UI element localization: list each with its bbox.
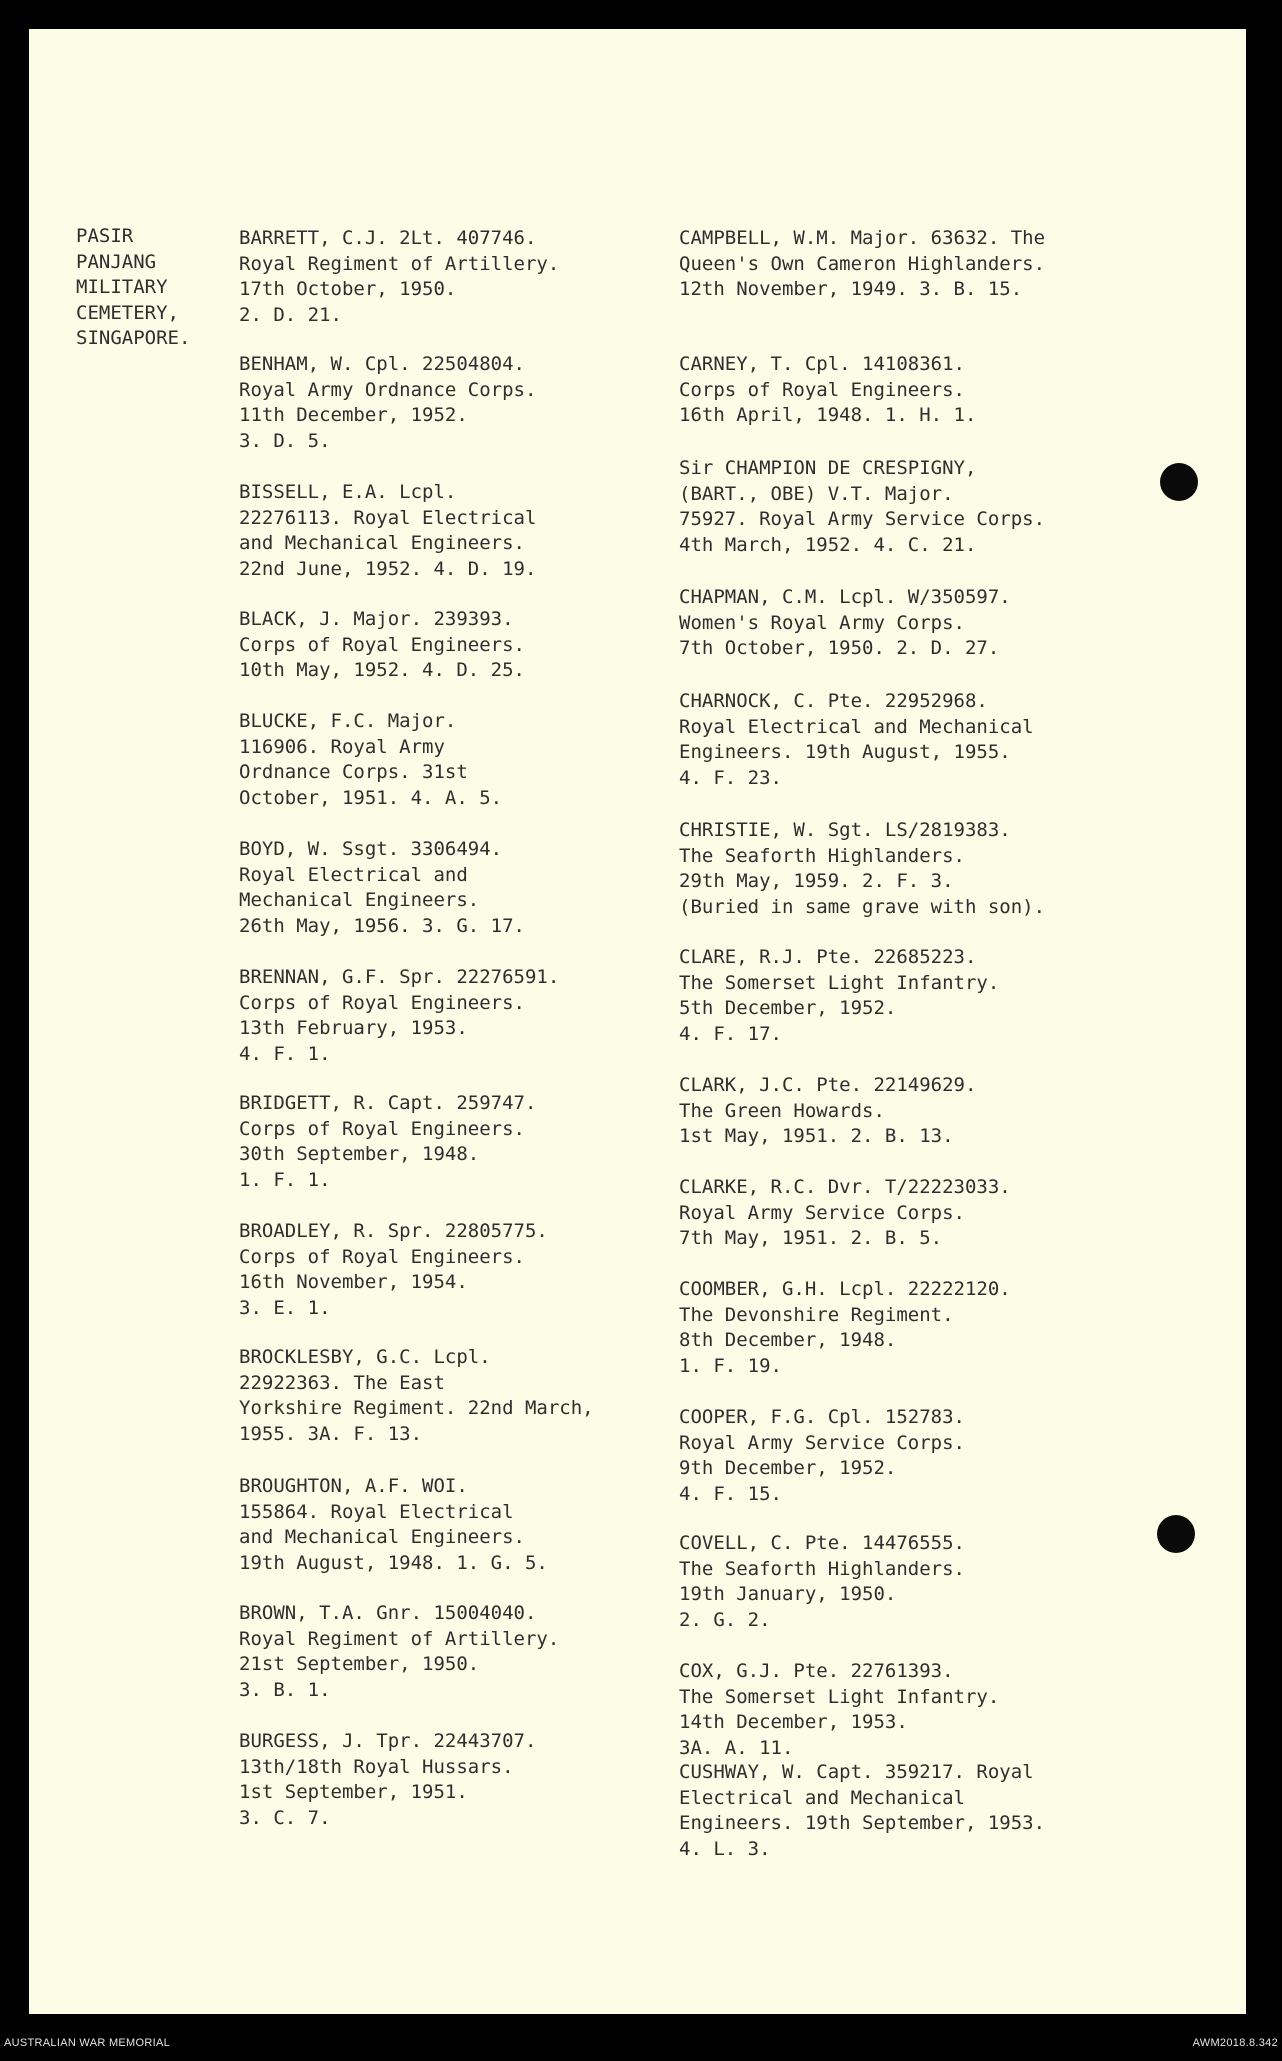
- footer-left: AUSTRALIAN WAR MEMORIAL: [4, 2037, 171, 2049]
- entry-line: Yorkshire Regiment. 22nd March,: [239, 1397, 594, 1419]
- burial-entry: [679, 352, 976, 429]
- entry-line: BARRETT, C.J. 2Lt. 407746.: [239, 227, 537, 249]
- entry-line: and Mechanical Engineers.: [239, 532, 525, 554]
- location-line: MILITARY: [76, 276, 168, 298]
- punch-hole: [1157, 1515, 1195, 1553]
- entry-line: Royal Army Ordnance Corps.: [239, 378, 537, 401]
- entry-line: COOMBER, G.H. Lcpl. 22222120.: [679, 1278, 1011, 1300]
- burial-entry: [679, 1175, 1011, 1252]
- burial-entry: [239, 1729, 536, 1831]
- entry-line: 19th January, 1950.: [679, 1583, 897, 1605]
- entry-line: Ordnance Corps. 31st: [239, 761, 468, 783]
- entry-line: 4. L. 3.: [679, 1837, 771, 1860]
- entry-line: Corps of Royal Engineers.: [239, 1245, 525, 1268]
- burial-entry: [679, 226, 1045, 303]
- entry-line: The Seaforth Highlanders.: [679, 844, 965, 867]
- entry-line: 12th November, 1949. 3. B. 15.: [679, 278, 1023, 300]
- entry-line: BRIDGETT, R. Capt. 259747.: [239, 1092, 537, 1114]
- burial-entry: [679, 1405, 965, 1507]
- entry-line: 22922363. The East: [239, 1371, 445, 1394]
- entry-line: 11th December, 1952.: [239, 404, 468, 426]
- entry-line: BROUGHTON, A.F. WOI.: [239, 1475, 468, 1497]
- entry-line: CHAPMAN, C.M. Lcpl. W/350597.: [679, 586, 1011, 608]
- burial-entry: [679, 456, 1045, 558]
- entry-line: The Green Howards.: [679, 1099, 885, 1122]
- entry-line: 13th/18th Royal Hussars.: [239, 1755, 514, 1778]
- entry-line: COVELL, C. Pte. 14476555.: [679, 1532, 965, 1554]
- entry-line: The Somerset Light Infantry.: [679, 1685, 1000, 1708]
- entry-line: 3. E. 1.: [239, 1296, 331, 1319]
- entry-line: 7th May, 1951. 2. B. 5.: [679, 1227, 943, 1249]
- entry-line: 29th May, 1959. 2. F. 3.: [679, 870, 954, 892]
- entry-line: 1. F. 19.: [679, 1354, 782, 1377]
- entry-line: 4. F. 17.: [679, 1022, 782, 1045]
- entry-line: Mechanical Engineers.: [239, 889, 480, 911]
- entry-line: BISSELL, E.A. Lcpl.: [239, 481, 457, 503]
- entry-line: 116906. Royal Army: [239, 735, 445, 758]
- burial-entry: [679, 1531, 965, 1633]
- entry-line: Sir CHAMPION DE CRESPIGNY,: [679, 457, 977, 479]
- punch-hole: [1160, 463, 1198, 501]
- entry-line: The Devonshire Regiment.: [679, 1303, 954, 1326]
- entry-line: Corps of Royal Engineers.: [239, 1117, 525, 1140]
- footer-right: AWM2018.8.342: [1192, 2037, 1278, 2049]
- entry-line: 10th May, 1952. 4. D. 25.: [239, 659, 525, 681]
- entry-line: Royal Army Service Corps.: [679, 1431, 965, 1454]
- entry-line: BURGESS, J. Tpr. 22443707.: [239, 1730, 537, 1752]
- entry-line: The Somerset Light Infantry.: [679, 971, 1000, 994]
- entry-line: BRENNAN, G.F. Spr. 22276591.: [239, 966, 560, 988]
- burial-entry: [679, 1659, 999, 1761]
- entry-line: BROADLEY, R. Spr. 22805775.: [239, 1220, 548, 1242]
- entry-line: 19th August, 1948. 1. G. 5.: [239, 1551, 548, 1574]
- entry-line: 1st May, 1951. 2. B. 13.: [679, 1125, 954, 1147]
- entry-line: 7th October, 1950. 2. D. 27.: [679, 637, 1000, 659]
- burial-entry: [679, 1760, 1045, 1862]
- burial-entry: [239, 607, 525, 684]
- entry-line: 3. B. 1.: [239, 1678, 331, 1701]
- burial-entry: [239, 1345, 594, 1447]
- entry-line: Royal Regiment of Artillery.: [239, 1627, 560, 1650]
- entry-line: 5th December, 1952.: [679, 997, 897, 1019]
- entry-line: 9th December, 1952.: [679, 1457, 897, 1479]
- entry-line: Engineers. 19th September, 1953.: [679, 1812, 1046, 1834]
- burial-entry: [239, 837, 525, 939]
- entry-line: The Seaforth Highlanders.: [679, 1557, 965, 1580]
- location-line: PASIR: [76, 225, 134, 247]
- entry-line: (BART., OBE) V.T. Major.: [679, 482, 954, 505]
- entry-line: CLARKE, R.C. Dvr. T/22223033.: [679, 1176, 1011, 1198]
- entry-line: CARNEY, T. Cpl. 14108361.: [679, 353, 965, 375]
- entry-line: Royal Army Service Corps.: [679, 1201, 965, 1224]
- burial-entry: [239, 1474, 548, 1576]
- burial-entry: [679, 818, 1045, 920]
- burial-entry: [239, 226, 559, 328]
- entry-line: COX, G.J. Pte. 22761393.: [679, 1660, 954, 1682]
- cemetery-location: [76, 224, 190, 352]
- entry-line: 155864. Royal Electrical: [239, 1500, 514, 1523]
- entry-line: 4th March, 1952. 4. C. 21.: [679, 533, 977, 556]
- entry-line: 3. C. 7.: [239, 1806, 331, 1829]
- entry-line: 4. F. 1.: [239, 1042, 331, 1065]
- entry-line: October, 1951. 4. A. 5.: [239, 786, 503, 809]
- entry-line: CLARK, J.C. Pte. 22149629.: [679, 1074, 977, 1096]
- entry-line: 2. D. 21.: [239, 303, 342, 326]
- entry-line: 1. F. 1.: [239, 1168, 331, 1191]
- burial-entry: [679, 585, 1011, 662]
- entry-line: 14th December, 1953.: [679, 1711, 908, 1733]
- burial-entry: [239, 709, 502, 811]
- document-page: [29, 29, 1246, 2014]
- burial-entry: [239, 352, 536, 454]
- entry-line: BLACK, J. Major. 239393.: [239, 608, 514, 630]
- entry-line: CHARNOCK, C. Pte. 22952968.: [679, 690, 988, 712]
- burial-entry: [679, 1073, 976, 1150]
- entry-line: 3. D. 5.: [239, 429, 331, 452]
- entry-line: CUSHWAY, W. Capt. 359217. Royal: [679, 1761, 1034, 1783]
- entry-line: CAMPBELL, W.M. Major. 63632. The: [679, 227, 1046, 249]
- entry-line: 17th October, 1950.: [239, 278, 457, 300]
- entry-line: BROWN, T.A. Gnr. 15004040.: [239, 1602, 537, 1624]
- entry-line: 30th September, 1948.: [239, 1143, 480, 1165]
- entry-line: 22276113. Royal Electrical: [239, 506, 537, 529]
- entry-line: Royal Electrical and: [239, 863, 468, 886]
- burial-entry: [679, 945, 999, 1047]
- entry-line: 3A. A. 11.: [679, 1736, 794, 1759]
- entry-line: 16th April, 1948. 1. H. 1.: [679, 404, 977, 426]
- entry-line: 21st September, 1950.: [239, 1653, 480, 1675]
- entry-line: Royal Regiment of Artillery.: [239, 252, 560, 275]
- entry-line: 16th November, 1954.: [239, 1271, 468, 1293]
- entry-line: BLUCKE, F.C. Major.: [239, 710, 457, 732]
- location-line: CEMETERY,: [76, 301, 179, 324]
- entry-line: COOPER, F.G. Cpl. 152783.: [679, 1406, 965, 1428]
- entry-line: (Buried in same grave with son).: [679, 895, 1046, 918]
- entry-line: 4. F. 23.: [679, 766, 782, 789]
- location-line: SINGAPORE.: [76, 327, 191, 349]
- entry-line: Women's Royal Army Corps.: [679, 611, 965, 634]
- burial-entry: [239, 480, 536, 582]
- entry-line: BROCKLESBY, G.C. Lcpl.: [239, 1346, 491, 1368]
- entry-line: 1955. 3A. F. 13.: [239, 1422, 423, 1445]
- entry-line: 2. G. 2.: [679, 1608, 771, 1631]
- burial-entry: [239, 1091, 536, 1193]
- entry-line: CLARE, R.J. Pte. 22685223.: [679, 946, 977, 968]
- burial-entry: [679, 1277, 1011, 1379]
- entry-line: Engineers. 19th August, 1955.: [679, 741, 1011, 763]
- burial-entry: [239, 965, 559, 1067]
- entry-line: Queen's Own Cameron Highlanders.: [679, 252, 1046, 275]
- entry-line: Corps of Royal Engineers.: [239, 991, 525, 1014]
- entry-line: 75927. Royal Army Service Corps.: [679, 508, 1046, 530]
- entry-line: 26th May, 1956. 3. G. 17.: [239, 914, 525, 937]
- location-line: PANJANG: [76, 250, 157, 273]
- entry-line: 13th February, 1953.: [239, 1017, 468, 1039]
- entry-line: 1st September, 1951.: [239, 1781, 468, 1803]
- burial-entry: [679, 689, 1034, 791]
- entry-line: CHRISTIE, W. Sgt. LS/2819383.: [679, 819, 1011, 841]
- burial-entry: [239, 1219, 548, 1321]
- entry-line: Corps of Royal Engineers.: [239, 633, 525, 656]
- entry-line: Royal Electrical and Mechanical: [679, 715, 1034, 738]
- entry-line: Electrical and Mechanical: [679, 1786, 965, 1809]
- entry-line: BENHAM, W. Cpl. 22504804.: [239, 353, 525, 375]
- entry-line: and Mechanical Engineers.: [239, 1526, 525, 1548]
- entry-line: BOYD, W. Ssgt. 3306494.: [239, 838, 503, 860]
- entry-line: 4. F. 15.: [679, 1482, 782, 1505]
- burial-entry: [239, 1601, 559, 1703]
- entry-line: 22nd June, 1952. 4. D. 19.: [239, 557, 537, 580]
- entry-line: Corps of Royal Engineers.: [679, 378, 965, 401]
- entry-line: 8th December, 1948.: [679, 1329, 897, 1351]
